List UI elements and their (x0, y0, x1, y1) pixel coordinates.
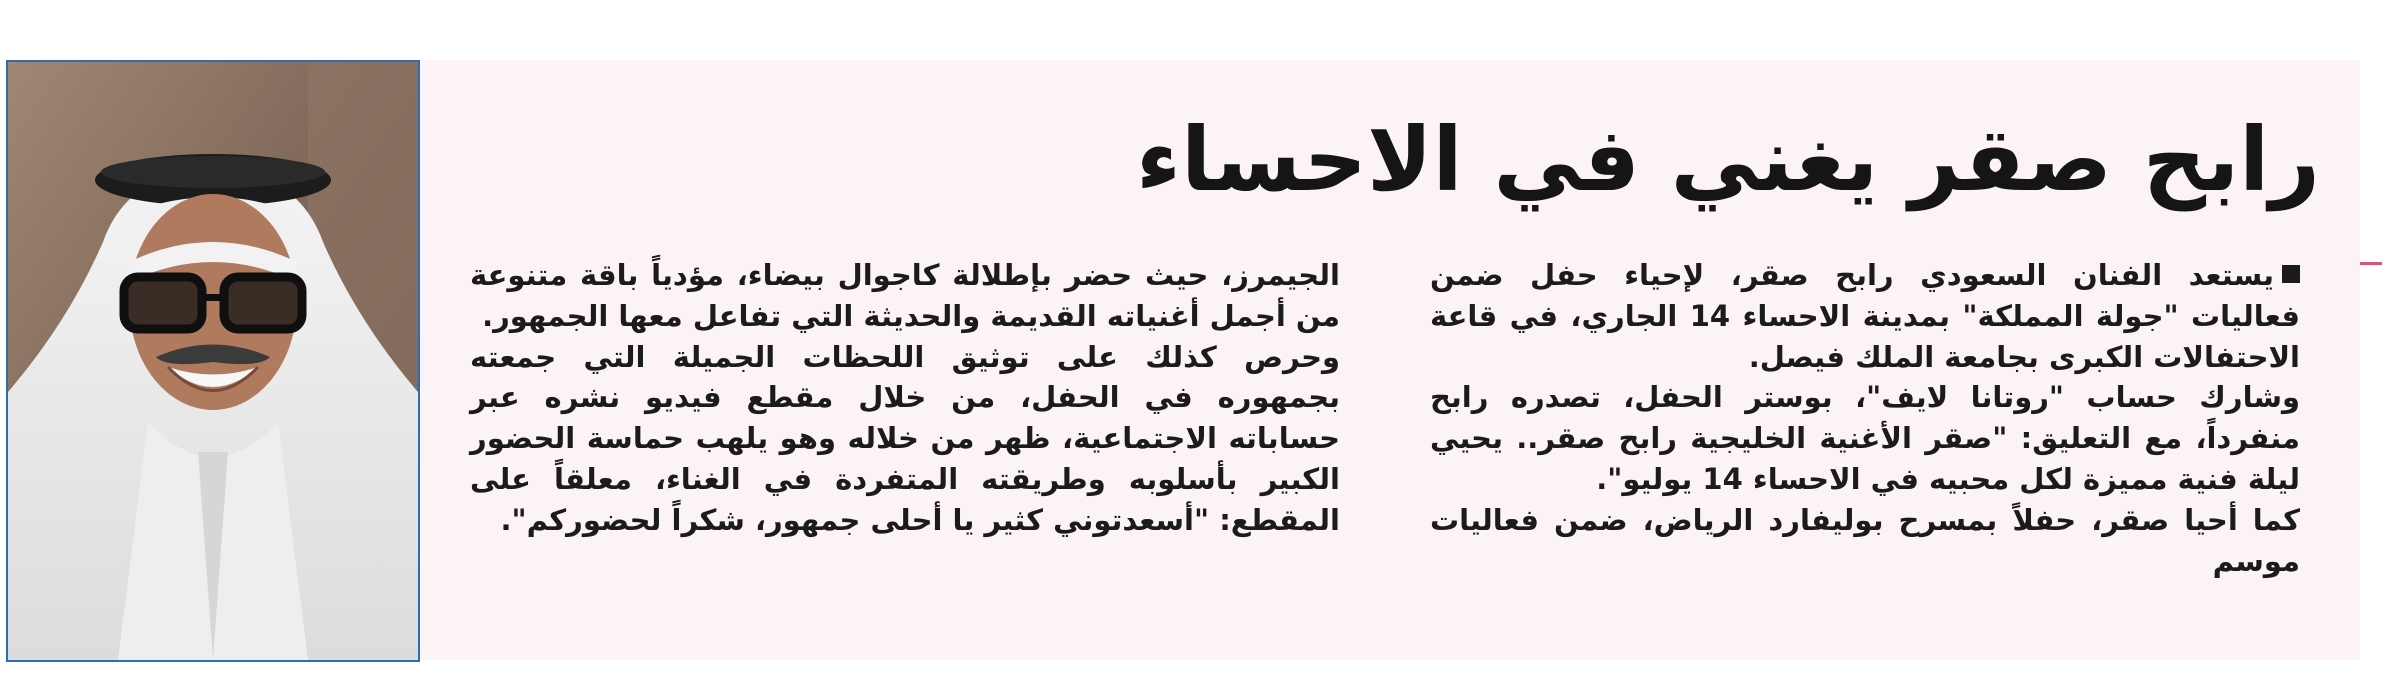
paragraph-intro (1430, 255, 2300, 377)
paragraph-poster: وشارك حساب "روتانا لايف"، بوستر الحفل، تصدره رابح منفرداً، مع التعليق: "صقر الأغنية الخليجية رابح صقر.. يحيي ليلة فنية مميزة لكل محبيه في الاحساء 14 يوليو". (1430, 380, 2300, 496)
paragraph-video: وحرص كذلك على توثيق اللحظات الجميلة التي جمعته بجمهوره في الحفل، من خلال مقطع فيديو نشره عبر حساباته الاجتماعية، ظهر من خلاله وهو يلهب حماسة الحضور الكبير بأسلوبه وطريقته المتفردة في الغناء، معلقاً على المقطع: "أسعدتوني كثير يا أحلى جمهور، شكراً لحضوركم". (470, 339, 1340, 537)
paragraph-bullet (2282, 265, 2300, 283)
article-column-right (1430, 255, 2300, 581)
article-column-left (470, 255, 1340, 541)
article-headline: رابح صقر يغني في الاحساء (1136, 108, 2320, 211)
paragraph-concert: كما أحيا صقر، حفلاً بمسرح بوليفارد الرياض، ضمن فعاليات موسم (1430, 502, 2300, 578)
portrait-illustration (8, 62, 418, 660)
article-photo (6, 60, 420, 662)
paragraph-intro-text: يستعد الفنان السعودي رابح صقر، لإحياء حفل ضمن فعاليات "جولة المملكة" بمدينة الاحساء 14 الجاري، في قاعة الاحتفالات الكبرى بجامعة الملك فيصل. (1430, 258, 2300, 374)
page-edge-mark (2360, 262, 2382, 265)
paragraph-continuation: الجيمرز، حيث حضر بإطلالة كاجوال بيضاء، مؤدياً باقة متنوعة من أجمل أغنياته القديمة والحديثة التي تفاعل معها الجمهور. (470, 258, 1340, 333)
